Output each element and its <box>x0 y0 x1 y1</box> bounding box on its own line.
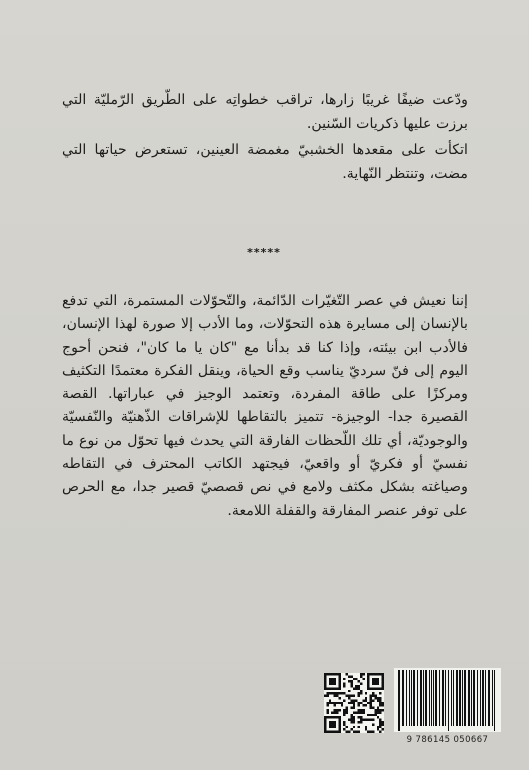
section-separator: ***** <box>247 246 281 259</box>
poem-paragraph-2: اتكأت على مقعدها الخشبيّ مغمضة العينين، تستعرض حياتها التي مضت، وتنتظر النّهاية. <box>62 142 468 183</box>
barcode-icon <box>394 668 501 732</box>
qr-code-icon <box>324 673 384 733</box>
poem-paragraph-1: ودّعت ضيفًا غريبًا زارها، تراقب خطواتِه على الطّريق الرّمليّة التي برزت عليها ذكريات السّنين. <box>62 92 468 133</box>
isbn-digits: 9 786145 050667 <box>406 735 489 745</box>
blurb-paragraph: إننا نعيش في عصر التّغيّرات الدّائمة، والتّحوّلات المستمرة، التي تدفع بالإنسان إلى مسايرة هذه التحوّلات، وما الأدب إلا صورة لهذا الإنسان، فالأدب ابن بيئته، وإذا كنا قد بدأنا مع "كان يا ما كان"، فنحن أحوج اليوم إلى فنّ سرديّ يناسب وقع الحياة، وينقل الفكرة معتمدًا التكثيف ومركزًا على طاقة المفردة، وتعتمد الوجيز في عباراتها. القصة القصيرة جدا- الوجيزة- تتميز بالتقاطها للإشراقات الذّهنيّة والنّفسيّة والوجوديّة، أي تلك اللّحظات الفارقة التي يحدث فيها تحوّل من نوع ما نفسيّ أو فكريّ أو واقعيّ، فيجتهد الكاتب المحترف في التقاطه وصياغته بشكل مكثف ولامع في نص قصصيّ قصير جدا، مع الحرص على توفر عنصر المفارقة والقفلة اللامعة. <box>62 293 468 519</box>
